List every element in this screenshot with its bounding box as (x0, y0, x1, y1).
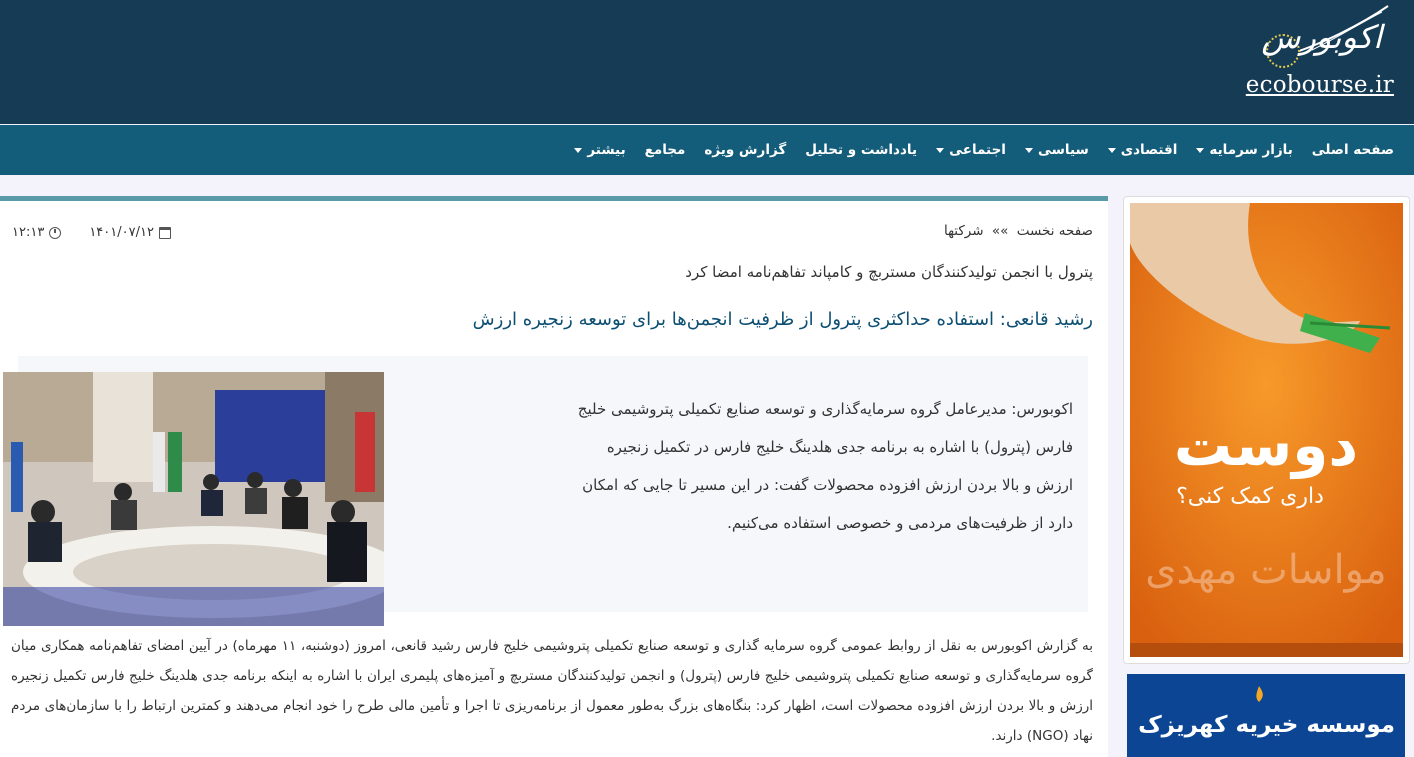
nav-item-notes[interactable] (805, 142, 917, 158)
article-pretitle: پترول با انجمن تولیدکنندگان مستربچ و کامپاند تفاهم‌نامه امضا کرد (685, 263, 1093, 281)
caret-down-icon (1025, 148, 1033, 153)
date-text: ۱۴۰۱/۰۷/۱۲ (89, 225, 154, 240)
article-photo[interactable] (3, 372, 384, 626)
caret-down-icon (936, 148, 944, 153)
caret-down-icon (1108, 148, 1116, 153)
clock-icon (49, 227, 61, 239)
breadcrumb-home[interactable]: صفحه نخست (1016, 223, 1093, 239)
site-header (0, 0, 1414, 124)
logo-fa-text: اکوبورس (1261, 18, 1382, 56)
nav-item-more[interactable] (574, 142, 625, 158)
nav-item-capital-market[interactable] (1196, 142, 1292, 158)
ad-donation-big-text: دوست (1173, 411, 1359, 479)
ad-kahrizak-text: موسسه خیریه کهریزک (1138, 712, 1395, 738)
breadcrumb-section[interactable]: شرکتها (943, 223, 984, 239)
article-body: به گزارش اکوبورس به نقل از روابط عمومی گروه سرمایه گذاری و توسعه صنایع تکمیلی پتروشیمی خلیج فارس رشید قانعی، امروز (دوشنبه، ۱۱ مهرماه) در آیین امضای تفاهم‌نامه همکاری میان گروه سرمایه‌گذاری و توسعه صنایع تکمیلی پتروشیمی خلیج فارس (پترول) و انجمن تولیدکنندگان مستربچ و آمیزه‌های پلیمری ایران با اشاره به اینکه برنامه جدی هلدینگ خلیج فارس تکمیل زنجیره ارزش و بالا بردن ارزش افزوده محصولات است، اظهار کرد: بنگاه‌های بزرگ به‌طور معمول از برنامه‌ریزی تا اجرا و تأمین مالی طرح را خود انجام می‌دهند و کمترین ارتباط را با سازمان‌های مردم نهاد (NGO) دارند. (11, 638, 1093, 744)
breadcrumb (944, 223, 1093, 239)
ad-donation-image (1130, 203, 1403, 657)
photo-scene (3, 372, 384, 626)
ad-donation-small-text: داری کمک کنی؟ (1176, 484, 1324, 509)
time-text: ۱۲:۱۳ (12, 225, 45, 240)
caret-down-icon (574, 148, 582, 153)
nav-item-home[interactable] (1312, 142, 1394, 158)
nav-item-label: صفحه اصلی (1311, 142, 1394, 158)
logo-en-text: ecobourse.ir (1245, 72, 1394, 98)
nav-list (574, 125, 1394, 175)
nav-item-label: اجتماعی (949, 142, 1006, 158)
ad-donation-art (1130, 203, 1403, 657)
nav-item-label: مجامع (644, 142, 686, 158)
site-logo[interactable] (1245, 4, 1400, 100)
nav-item-label: اقتصادی (1120, 142, 1178, 158)
article-headline: رشید قانعی: استفاده حداکثری پترول از ظرفیت انجمن‌ها برای توسعه زنجیره ارزش (472, 309, 1093, 330)
main-navbar (0, 125, 1414, 175)
nav-item-special-report[interactable] (704, 142, 786, 158)
nav-item-label: یادداشت و تحلیل (805, 142, 918, 158)
article-date (89, 225, 171, 240)
ad-donation-faded-text: مواسات مهدی (1145, 547, 1387, 593)
nav-item-political[interactable] (1025, 142, 1089, 158)
nav-item-label: بازار سرمایه (1209, 142, 1293, 158)
nav-item-label: گزارش ویژه (704, 142, 787, 158)
breadcrumb-separator: »» (991, 223, 1009, 239)
nav-item-economic[interactable] (1108, 142, 1178, 158)
article-panel (0, 196, 1108, 757)
nav-item-assemblies[interactable] (645, 142, 686, 158)
nav-item-label: بیشتر (587, 142, 626, 158)
nav-item-label: سیاسی (1037, 142, 1089, 158)
nav-item-social[interactable] (936, 142, 1006, 158)
flame-icon (1249, 684, 1269, 704)
article-time (12, 225, 61, 240)
caret-down-icon (1196, 148, 1204, 153)
sidebar-ad-donation[interactable] (1123, 196, 1410, 664)
calendar-icon (159, 227, 171, 239)
article-meta (12, 225, 171, 240)
sidebar-ad-kahrizak[interactable] (1127, 674, 1405, 757)
article-lead: اکوبورس: مدیرعامل گروه سرمایه‌گذاری و توسعه صنایع تکمیلی پتروشیمی خلیج فارس (پترول) با اشاره به برنامه جدی هلدینگ خلیج فارس در تکمیل زنجیره ارزش و بالا بردن ارزش افزوده محصولات گفت: در این مسیر تا جایی که امکان دارد از ظرفیت‌های مردمی و خصوصی استفاده می‌کنیم. (577, 400, 1073, 532)
